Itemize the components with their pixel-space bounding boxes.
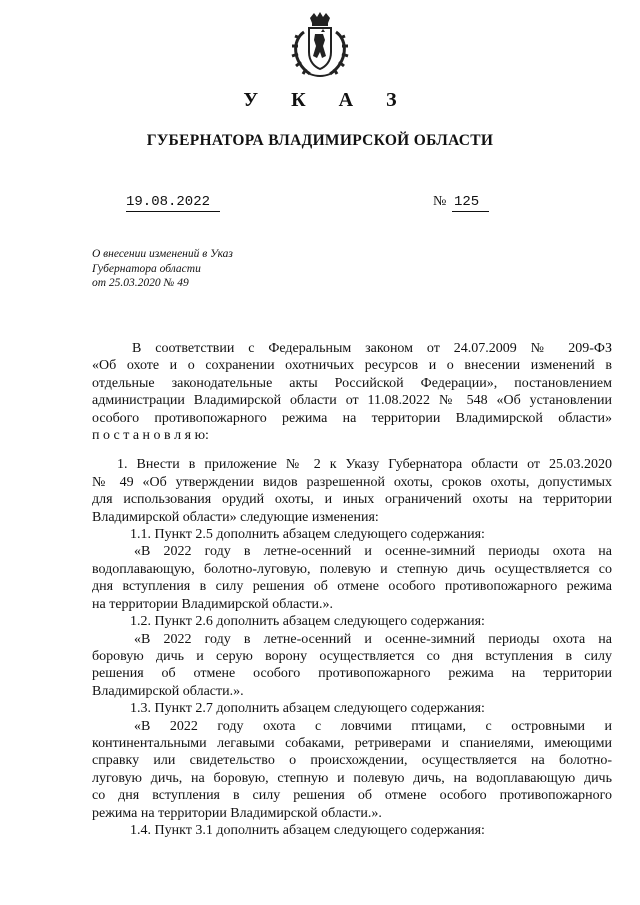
item-1-2-quote xyxy=(92,631,612,701)
item-1-1-quote xyxy=(92,543,612,613)
text-line: решения об отмене особого противопожарного режима на территории xyxy=(92,666,612,682)
item-1-1-heading: 1.1. Пункт 2.5 дополнить абзацем следующего содержания: xyxy=(130,527,485,543)
text-line-decree-word: п о с т а н о в л я ю: xyxy=(92,428,209,444)
text-line: со дня вступления в силу решения об отмене особого противопожарного xyxy=(92,788,612,804)
text-line: «В 2022 году в летне-осенний и осенне-зимний периоды охота на xyxy=(134,631,612,647)
item-1-2-heading: 1.2. Пункт 2.6 дополнить абзацем следующего содержания: xyxy=(130,614,485,630)
text-line: В соответствии с Федеральным законом от 24.07.2009 № 209-ФЗ xyxy=(132,341,612,356)
preamble-paragraph xyxy=(92,340,612,444)
document-number: 125 xyxy=(452,193,489,212)
text-line: континентальными легавыми собаками, ретриверами и спаниелями, имеющими xyxy=(92,735,612,751)
text-line: «Об охоте и о сохранении охотничьих ресурсов и о внесении изменений в xyxy=(92,358,612,374)
text-line: режима на территории Владимирской области.». xyxy=(92,805,382,821)
text-line: «В 2022 году охота с ловчими птицами, с островными и xyxy=(134,718,612,734)
document-type-title: У К А З xyxy=(243,89,411,111)
text-line: № 49 «Об утверждении видов разрешенной охоты, сроков охоты, допустимых xyxy=(92,474,612,490)
item-1-3-quote xyxy=(92,718,612,822)
subject-line: от 25.03.2020 № 49 xyxy=(92,277,189,289)
text-line: администрации Владимирской области от 11.08.2022 № 548 «Об установлении xyxy=(92,393,612,409)
item-1-4-heading: 1.4. Пункт 3.1 дополнить абзацем следующего содержания: xyxy=(130,822,485,838)
text-line: особого противопожарного режима на территории Владимирской области» xyxy=(92,410,612,426)
issuer-title: ГУБЕРНАТОРА ВЛАДИМИРСКОЙ ОБЛАСТИ xyxy=(146,132,494,149)
text-line: водоплавающую, болотно-луговую, полевую и степную дичь осуществляется со xyxy=(92,561,612,577)
text-line: 1. Внести в приложение № 2 к Указу Губернатора области от 25.03.2020 xyxy=(117,457,612,473)
text-line: дня вступления в силу решения об отмене особого противопожарного режима xyxy=(92,579,612,595)
document-body xyxy=(92,340,612,839)
text-line: на территории Владимирской области.». xyxy=(92,596,334,612)
text-line: Владимирской области.». xyxy=(92,683,244,699)
item-1-paragraph xyxy=(92,456,612,526)
text-line: Владимирской области» следующие изменения: xyxy=(92,509,379,525)
item-1-3-heading: 1.3. Пункт 2.7 дополнить абзацем следующего содержания: xyxy=(130,701,485,717)
document-date: 19.08.2022 xyxy=(126,193,220,212)
document-number-label: № xyxy=(433,194,447,209)
document-subject xyxy=(92,247,352,291)
text-line: луговую дичь, на боровую, степную и полевую дичь, на водоплавающую дичь xyxy=(92,770,612,786)
subject-line: О внесении изменений в Указ xyxy=(92,248,233,260)
text-line: «В 2022 году в летне-осенний и осенне-зимний периоды охота на xyxy=(134,544,612,560)
subject-line: Губернатора области xyxy=(92,262,201,275)
text-line: отдельные законодательные акты Российской Федерации», постановлением xyxy=(92,375,612,391)
text-line: для использования орудий охоты, и иных ограничений охоты на территории xyxy=(92,492,612,508)
coat-of-arms-emblem-icon xyxy=(288,12,352,80)
text-line: боровую дичь и серую ворону осуществляется со дня вступления в силу xyxy=(92,648,612,664)
text-line: справку или свидетельство о происхождении, осуществляется на болотно- xyxy=(92,753,612,769)
